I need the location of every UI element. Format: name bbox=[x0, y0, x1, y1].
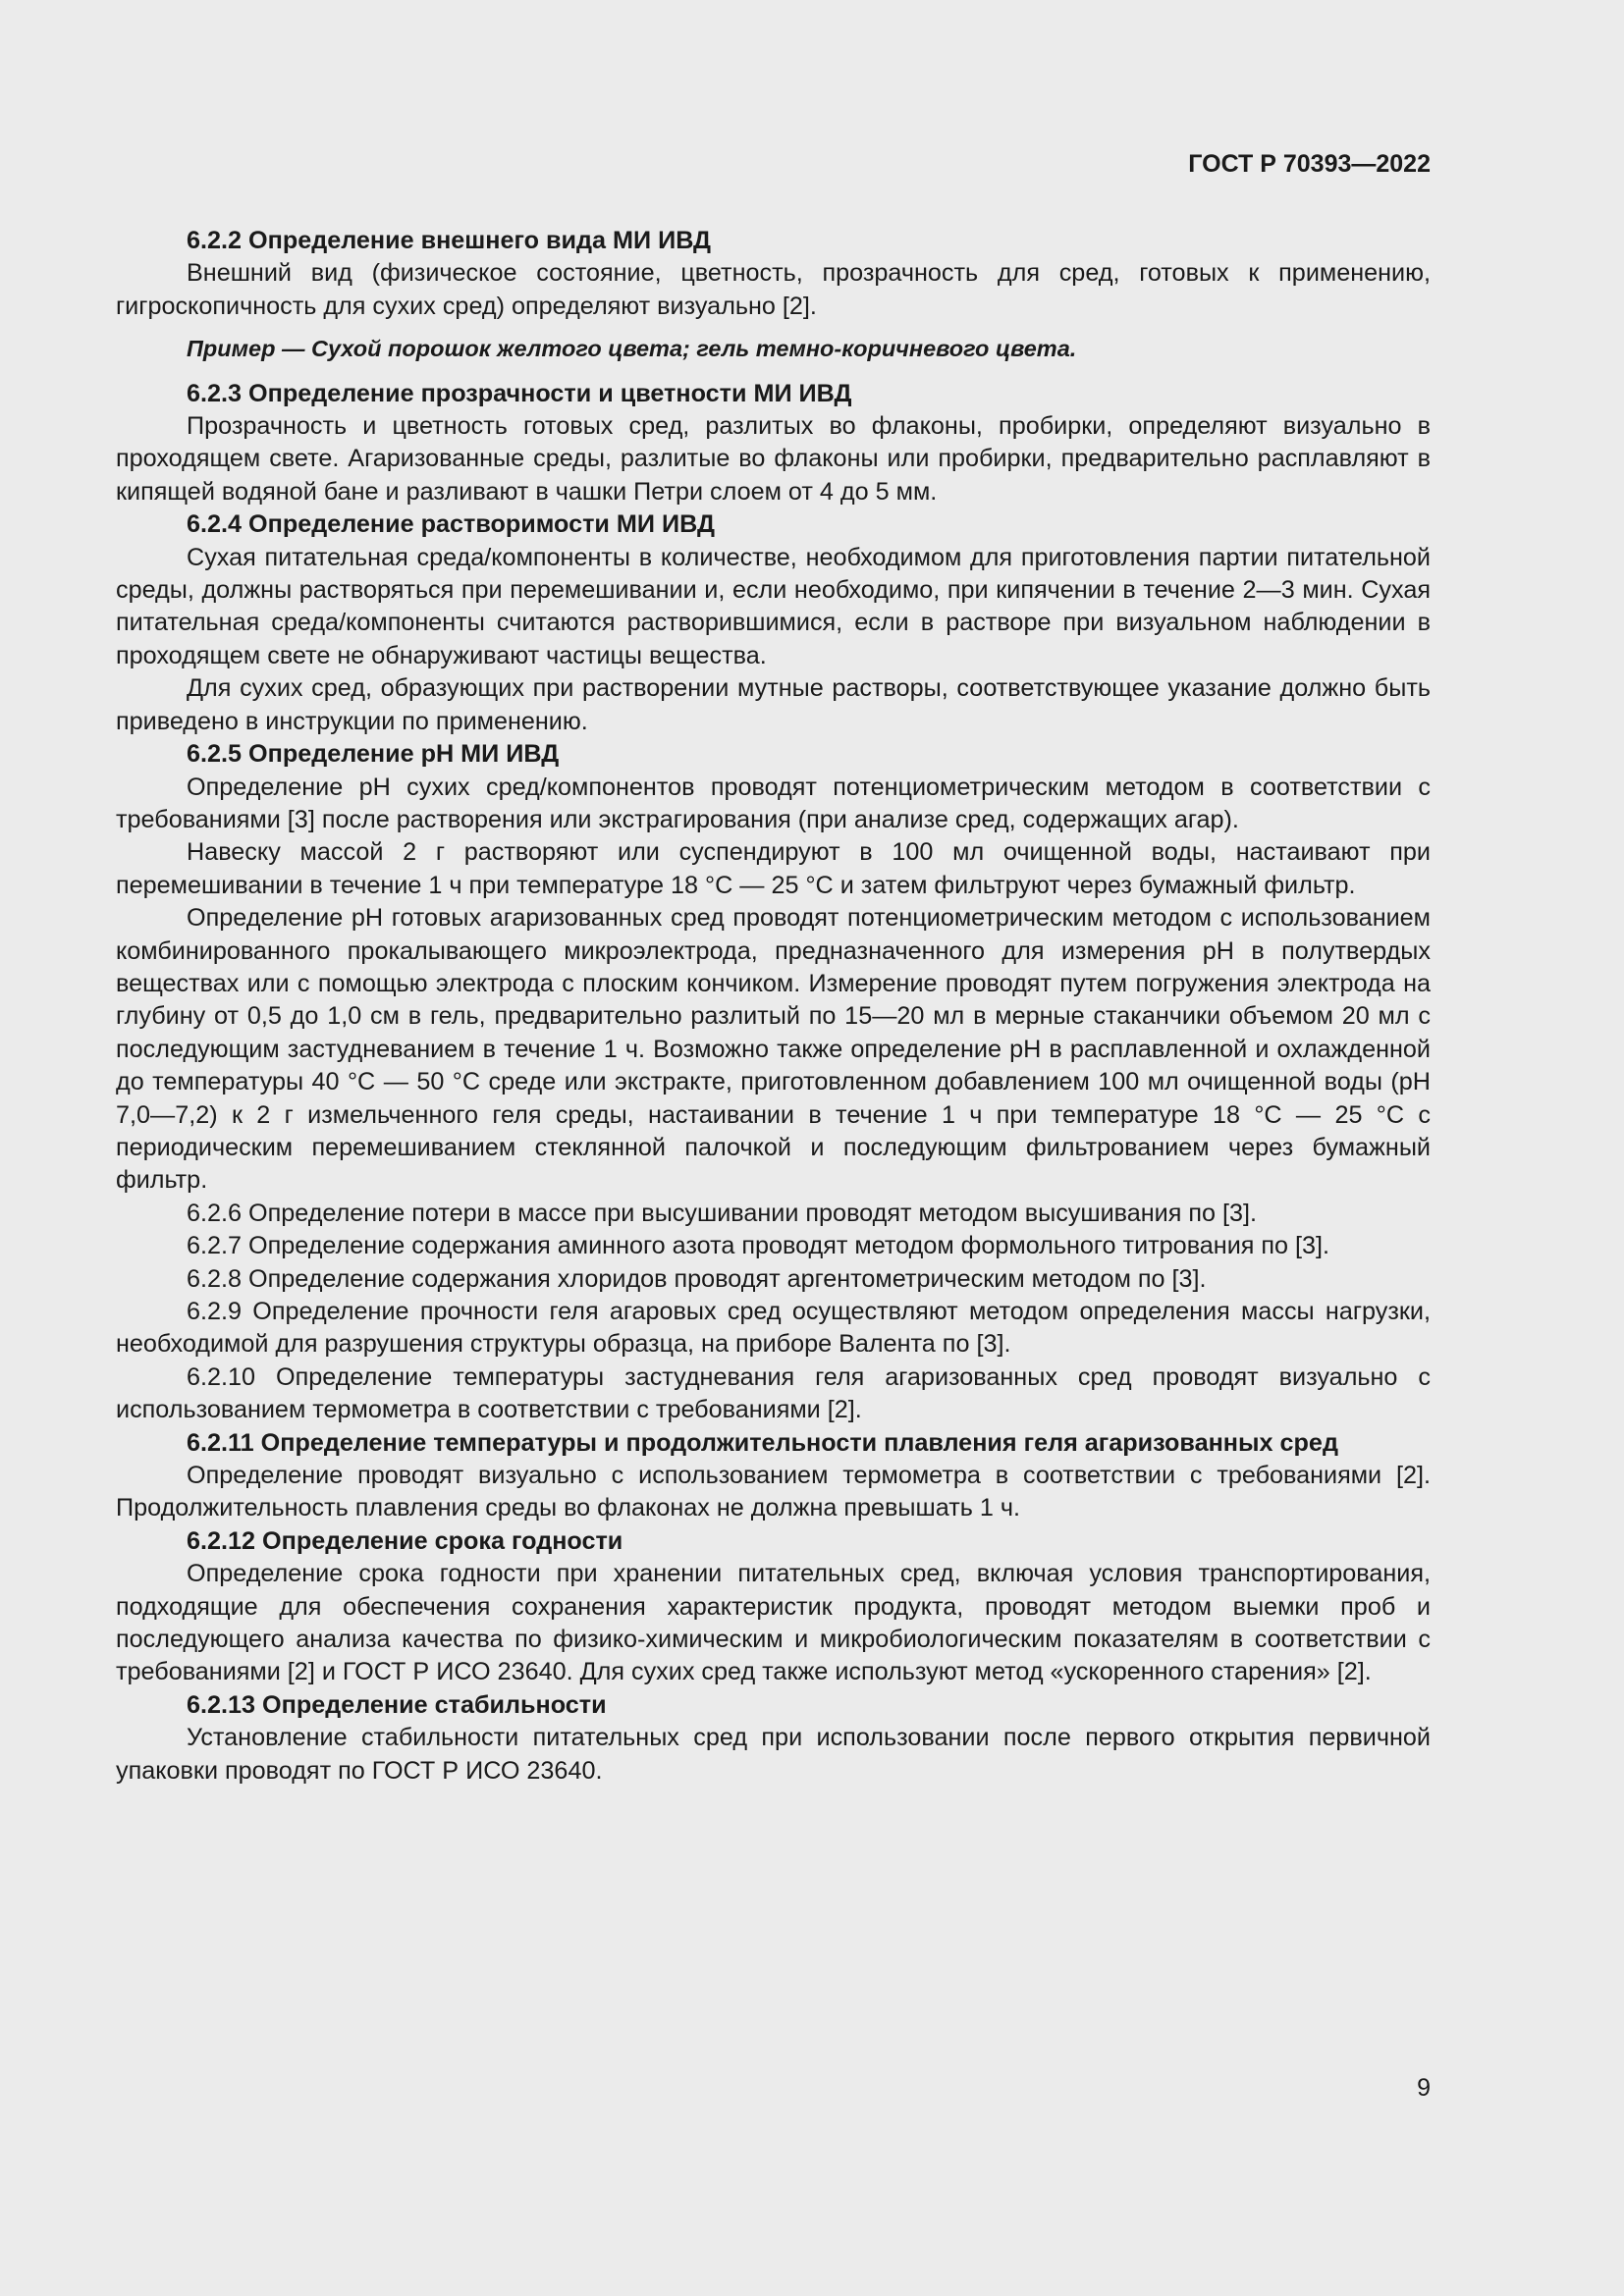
paragraph: Внешний вид (физическое состояние, цветность, прозрачность для сред, готовых к применению, гигроскопичность для сухих сред) определяют визуально [2]. bbox=[116, 259, 1431, 320]
paragraph: 6.2.10 Определение температуры застудневания геля агаризованных сред проводят визуально с использованием термометра в соответствии с требованиями [2]. bbox=[116, 1362, 1431, 1424]
paragraph: 6.2.8 Определение содержания хлоридов проводят аргентометрическим методом по [3]. bbox=[187, 1264, 1207, 1293]
paragraph: Прозрачность и цветность готовых сред, разлитых во флаконы, пробирки, определяют визуально в проходящем свете. Агаризованные среды, разлитые во флаконы или пробирки, предварительно расплавляют в кипящей водяной бане и разливают в чашки Петри слоем от 4 до 5 мм. bbox=[116, 412, 1431, 506]
paragraph: Сухая питательная среда/компоненты в количестве, необходимом для приготовления партии питательной среды, должны растворяться при перемешивании и, если необходимо, при кипячении в течение 2—3 мин. Сухая питательная среда/компоненты считаются растворившимися, если в растворе при визуальном наблюдении в проходящем свете не обнаруживают частицы вещества. bbox=[116, 543, 1431, 669]
paragraph: Установление стабильности питательных сред при использовании после первого открытия первичной упаковки проводят по ГОСТ Р ИСО 23640. bbox=[116, 1724, 1431, 1785]
section-heading-6-2-11: 6.2.11 Определение температуры и продолжительности плавления геля агаризованных сред bbox=[187, 1428, 1338, 1457]
paragraph: Определение проводят визуально с использованием термометра в соответствии с требованиями [2]. Продолжительность плавления среды во флаконах не должна превышать 1 ч. bbox=[116, 1462, 1431, 1522]
paragraph: Навеску массой 2 г растворяют или суспендируют в 100 мл очищенной воды, настаивают при перемешивании в течение 1 ч при температуре 18 °С — 25 °С и затем фильтруют через бумажный фильтр. bbox=[116, 838, 1431, 899]
example-note: Пример — Сухой порошок желтого цвета; гель темно-коричневого цвета. bbox=[187, 336, 1077, 362]
paragraph: 6.2.7 Определение содержания аминного азота проводят методом формольного титрования по [3]. bbox=[187, 1232, 1330, 1260]
section-heading-6-2-2: 6.2.2 Определение внешнего вида МИ ИВД bbox=[187, 227, 712, 254]
paragraph: 6.2.9 Определение прочности геля агаровых сред осуществляют методом определения массы нагрузки, необходимой для разрушения структуры образца, на приборе Валента по [3]. bbox=[116, 1298, 1431, 1359]
paragraph: Определение pH сухих сред/компонентов проводят потенциометрическим методом в соответствии с требованиями [3] после растворения или экстрагирования (при анализе сред, содержащих агар). bbox=[116, 773, 1431, 833]
section-heading-6-2-4: 6.2.4 Определение растворимости МИ ИВД bbox=[187, 510, 715, 539]
section-heading-6-2-5: 6.2.5 Определение pH МИ ИВД bbox=[187, 740, 560, 769]
section-heading-6-2-3: 6.2.3 Определение прозрачности и цветности МИ ИВД bbox=[187, 379, 852, 407]
paragraph: Для сухих сред, образующих при растворении мутные растворы, соответствующее указание должно быть приведено в инструкции по применению. bbox=[116, 674, 1431, 735]
paragraph: 6.2.6 Определение потери в массе при высушивании проводят методом высушивания по [3]. bbox=[187, 1199, 1258, 1227]
paragraph: Определение срока годности при хранении питательных сред, включая условия транспортирования, подходящие для обеспечения сохранения характеристик продукта, проводят методом выемки проб и последующего анализа качества по физико-химическим и микробиологическим показателям в соответствии с требованиями [2] и ГОСТ Р ИСО 23640. Для сухих сред также используют метод «ускоренного старения» [2]. bbox=[116, 1560, 1431, 1686]
document-body bbox=[116, 225, 1431, 1788]
section-heading-6-2-12: 6.2.12 Определение срока годности bbox=[187, 1526, 623, 1555]
page-number: 9 bbox=[1417, 2074, 1431, 2102]
paragraph: Определение pH готовых агаризованных сред проводят потенциометрическим методом с использованием комбинированного прокалывающего микроэлектрода, предназначенного для измерения pH в полутвердых веществах или с помощью электрода с плоским кончиком. Измерение проводят путем погружения электрода на глубину от 0,5 до 1,0 см в гель, предварительно разлитый по 15—20 мл в мерные стаканчики объемом 20 мл с последующим застудневанием в течение 1 ч. Возможно также определение pH в расплавленной и охлажденной до температуры 40 °С — 50 °С среде или экстракте, приготовленном добавлением 100 мл очищенной воды (pH 7,0—7,2) к 2 г измельченного геля среды, настаивании в течение 1 ч при температуре 18 °С — 25 °С с периодическим перемешиванием стеклянной палочкой и последующим фильтрованием через бумажный фильтр. bbox=[116, 904, 1431, 1195]
document-id-header: ГОСТ Р 70393—2022 bbox=[1188, 150, 1431, 178]
section-heading-6-2-13: 6.2.13 Определение стабильности bbox=[187, 1690, 607, 1719]
